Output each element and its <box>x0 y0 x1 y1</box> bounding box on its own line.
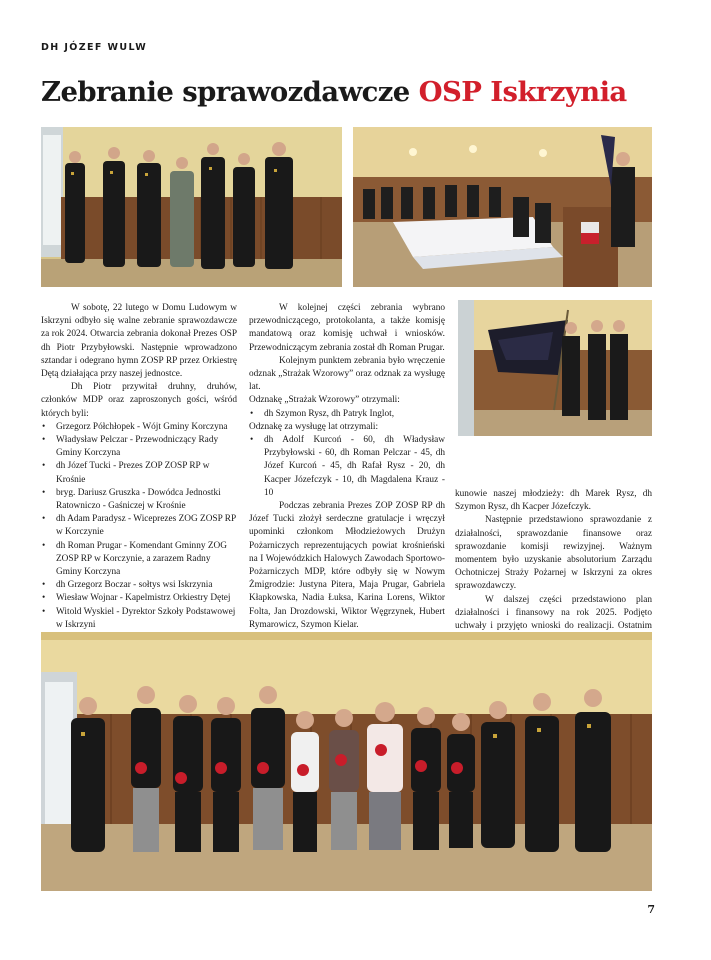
col2-paragraph-2: Kolejnym punktem zebrania było wręczenie odznak „Strażak Wzorowy” oraz odznak za wysługę lat. <box>249 355 445 393</box>
list-item: • bryg. Dariusz Gruszka - Dowódca Jednostki Ratowniczo - Gaśniczej w Krośnie <box>41 487 237 513</box>
list-item: • dh Grzegorz Boczar - sołtys wsi Iskrzynia <box>41 579 237 592</box>
list-item: • Witold Wyskiel - Dyrektor Szkoły Podstawowej w Iskrzyni <box>41 606 237 632</box>
photo-flag-ceremony <box>458 300 652 436</box>
title-accent: OSP Iskrzynia <box>418 76 627 108</box>
text-column-1 <box>41 302 237 658</box>
col2-label-1: Odznakę „Strażak Wzorowy” otrzymali: <box>249 395 400 406</box>
list-item: • dh Roman Prugar - Komendant Gminny ZOG ZOSP RP w Korczynie, a zarazem Radny Gminy Korczyna <box>41 540 237 580</box>
list-item: • dh Adolf Kurcoń - 60, dh Władysław Przybyłowski - 60, dh Roman Pelczar - 45, dh Józef Kurcoń - 45, dh Rafał Rysz - 20, dh Kacper Józefczyk - 10, dh Magdalena Krauz - 10 <box>249 434 445 500</box>
list-item: • Grzegorz Półchłopek - Wójt Gminy Korczyna <box>41 421 237 434</box>
col1-paragraph-1: W sobotę, 22 lutego w Domu Ludowym w Iskrzyni odbyło się walne zebranie sprawozdawcze za rok 2024. Otwarcia zebrania dokonał Prezes OSP dh Piotr Przybyłowski. Następnie wprowadzono sztandar i odegrano hymn ZOSP RP przez Orkiestrę Dętą działająca przy naszej jednostce. <box>41 303 237 380</box>
list-item: • dh Szymon Rysz, dh Patryk Inglot, <box>249 408 445 421</box>
col2-label-2: Odznakę za wysługę lat otrzymali: <box>249 421 379 432</box>
list-item: • Wiesław Wojnar - Kapelmistrz Orkiestry Dętej <box>41 592 237 605</box>
photo-group-guests <box>41 127 342 287</box>
col3-paragraph-2: Następnie przedstawiono sprawozdanie z działalności, sprawozdanie finansowe oraz sprawozdanie komisji rewizyjnej. Ważnym momentem było uzyskanie absolutorium Zarządu Ochotniczej Straży Pożarnej w Iskrzyni za okres sprawozdawczy. <box>455 515 652 592</box>
col2-paragraph-3: Podczas zebrania Prezes ZOP ZOSP RP dh Józef Tucki złożył serdeczne gratulacje i wręczył upominki członkom Młodzieżowych Drużyn Pożarniczych reprezentujących powiat krośnieński na I Wojewódzkich Halowych Zawodach Sportowo-Pożarniczych MDP, które odbyły się w Nowym Żmigrodzie: Justyna Pitera, Maja Prugar, Gabriela Kłapkowska, Nadia Łuksa, Karina Lorens, Wiktor Folta, Jan Drozdowski, Wiktor Węgrzynek, Hubert Rymarowicz, Szymon Kielar. <box>249 501 445 630</box>
list-item: • Władysław Pelczar - Przewodniczący Rady Gminy Korczyna <box>41 434 237 460</box>
title-main: Zebranie sprawozdawcze <box>41 76 419 108</box>
col1-paragraph-2: Dh Piotr przywitał druhny, druhów, członków MDP oraz zaproszonych gości, wśród których byli: <box>41 382 237 419</box>
guest-list <box>41 421 237 659</box>
list-item: • dh Adam Paradysz - Wiceprezes ZOG ZOSP RP w Korczynie <box>41 513 237 539</box>
page-number: 7 <box>647 903 655 916</box>
col3-paragraph-1: kunowie naszej młodzieży: dh Marek Rysz, dh Szymon Rysz, dh Kacper Józefczyk. <box>455 489 652 513</box>
photo-youth-team <box>41 632 652 891</box>
col3-paragraph-3: W dalszej części przedstawiono plan działalności i finansowy na rok 2025. Podjęto uchwały i przyjęto wnioski do realizacji. Ostatnim <box>455 594 652 632</box>
article-title <box>41 74 627 110</box>
author-byline: DH JÓZEF WULW <box>41 42 148 53</box>
text-column-2 <box>249 302 445 658</box>
list-item: • dh Józef Tucki - Prezes ZOP ZOSP RP w Krośnie <box>41 460 237 486</box>
award-list-2 <box>249 434 445 500</box>
photo-meeting-hall <box>353 127 652 287</box>
award-list-1 <box>249 408 445 421</box>
col2-paragraph-1: W kolejnej części zebrania wybrano przewodniczącego, protokolanta, a także komisję mandatową oraz komisję uchwał i wniosków. Przewodniczącym zebrania został dh Roman Prugar. <box>249 303 445 353</box>
